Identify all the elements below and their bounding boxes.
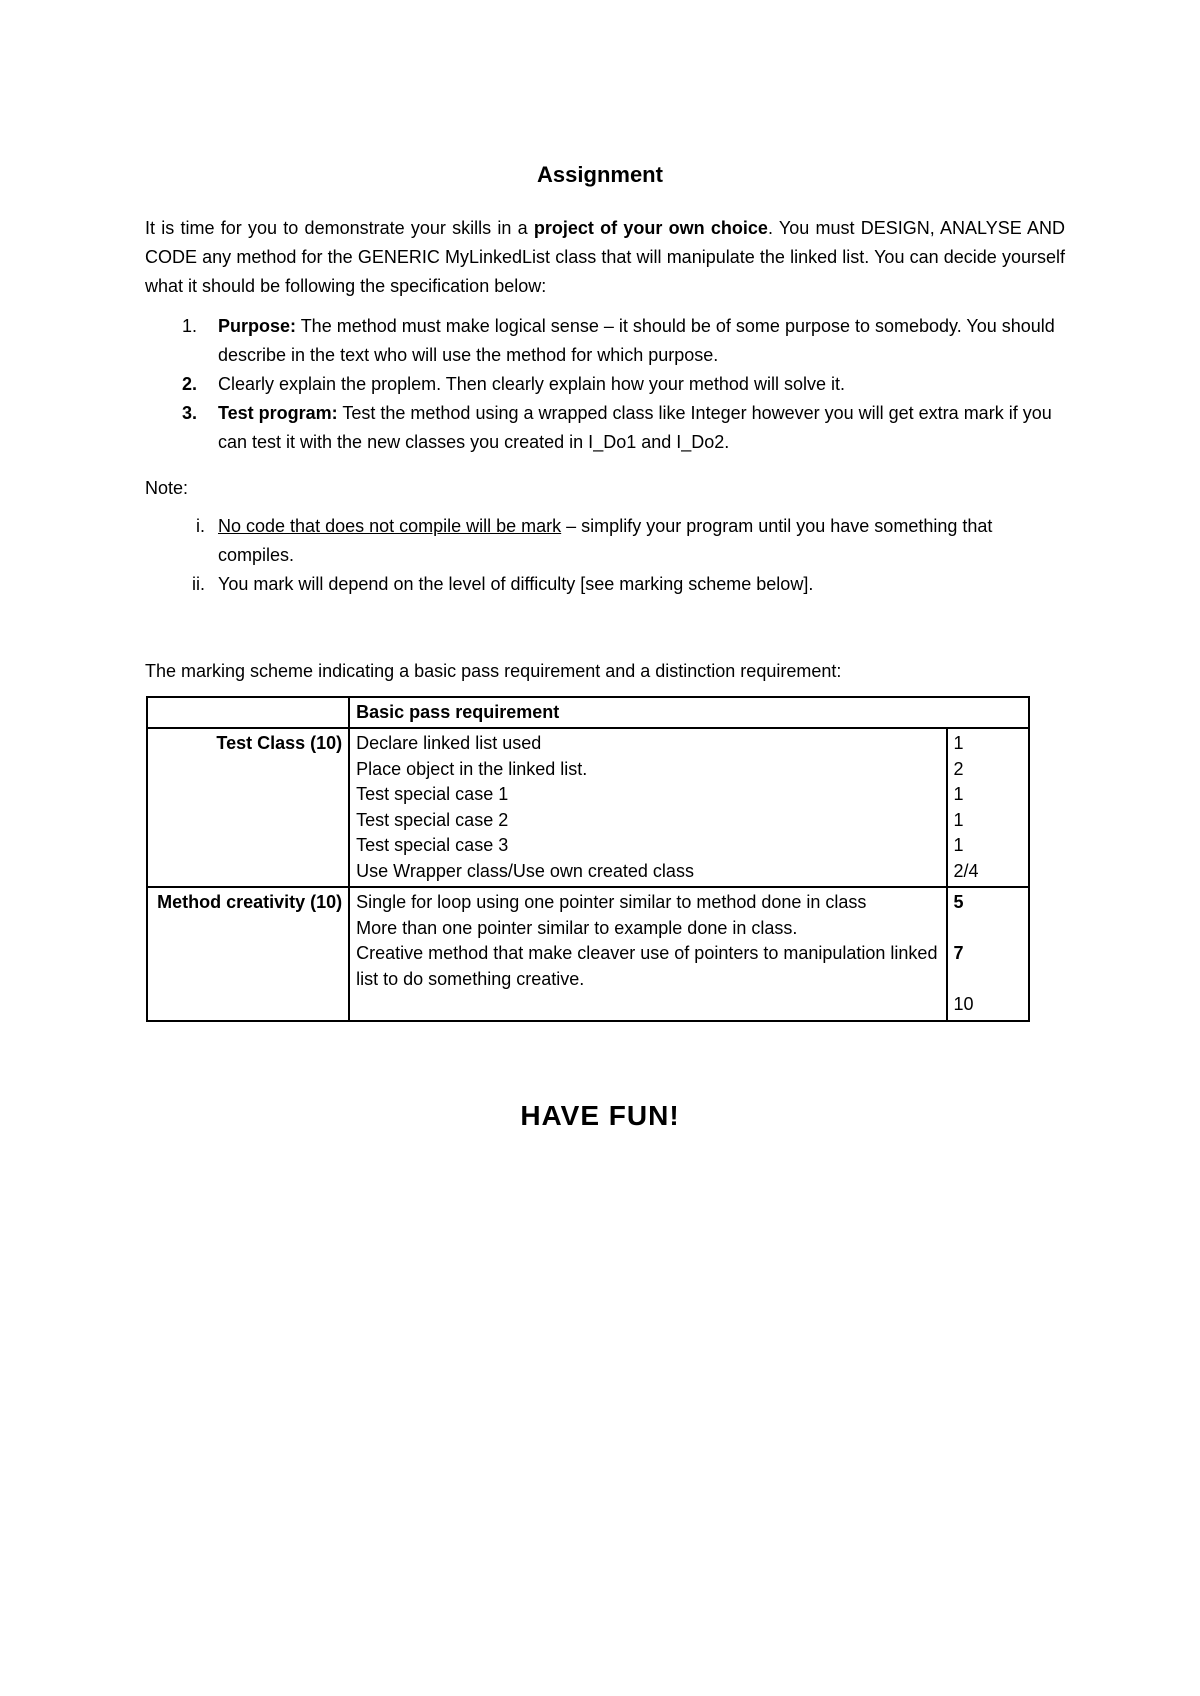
table-row [147, 887, 1029, 1021]
table-header: Basic pass requirement [349, 697, 1029, 728]
spec-item: 3. Test program: Test the method using a wrapped class like Integer however you will get extra mark if you can test it with the new classes you created in I_Do1 and I_Do2. [182, 403, 1052, 452]
row-items: Single for loop using one pointer similar to method done in class More than one pointer similar to example done in class. Creative method that make cleaver use of pointers to manipulation linked list to do something creative. [349, 887, 946, 1021]
row-marks: 5 7 10 [947, 887, 1029, 1021]
spec-item: 1. Purpose: The method must make logical sense – it should be of some purpose to somebody. You should describe in the text who will use the method for which purpose. [182, 316, 1055, 365]
row-label: Method creativity (10) [147, 887, 349, 1021]
scheme-intro: The marking scheme indicating a basic pass requirement and a distinction requirement: [145, 661, 842, 681]
note-label: Note: [145, 478, 189, 498]
page-title: Assignment [537, 162, 663, 187]
intro-emphasis: project of your own choice [533, 218, 768, 238]
spec-item: 2. Clearly explain the proplem. Then clearly explain how your method will solve it. [182, 374, 845, 394]
row-marks: 1 2 1 1 1 2/4 [947, 728, 1029, 887]
spec-list [145, 312, 1065, 457]
marking-scheme-table [146, 696, 1030, 1022]
table-header-row [147, 697, 1029, 728]
intro-paragraph: It is time for you to demonstrate your skills in a project of your own choice. You must DESIGN, ANALYSE AND CODE any method for the GENERIC MyLinkedList class that will manipulate the linked list. You can decide yourself what it should be following the specification below: [145, 218, 1065, 296]
note-item: i. No code that does not compile will be mark – simplify your program until you have something that compiles. [196, 516, 993, 565]
row-label: Test Class (10) [147, 728, 349, 887]
closing-text: HAVE FUN! [520, 1100, 680, 1131]
notes-list [145, 512, 1065, 599]
note-item: ii. You mark will depend on the level of difficulty [see marking scheme below]. [192, 574, 814, 594]
table-row [147, 728, 1029, 887]
row-items: Declare linked list used Place object in the linked list. Test special case 1 Test special case 2 Test special case 3 Use Wrapper class/Use own created class [349, 728, 946, 887]
